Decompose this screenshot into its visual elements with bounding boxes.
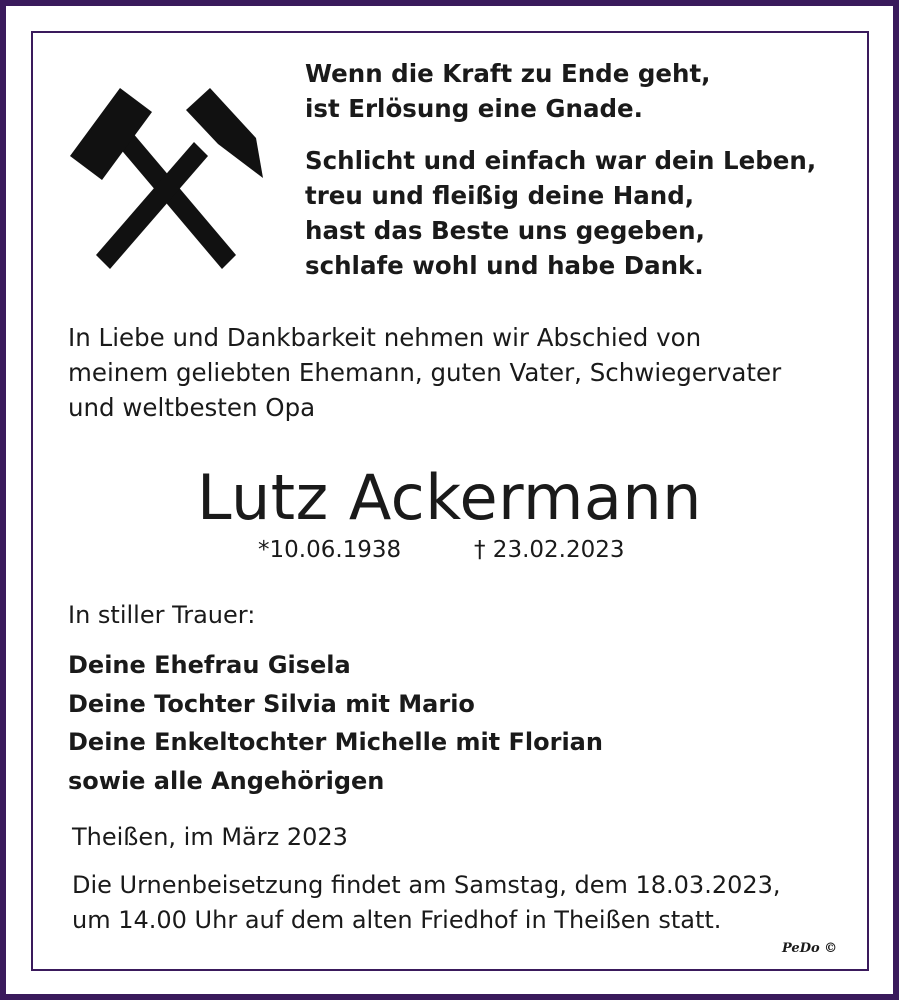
place-date: Theißen, im März 2023	[72, 823, 348, 851]
verse-line: hast das Beste uns gegeben,	[305, 216, 705, 245]
intro-text	[68, 320, 781, 425]
designer-signature: PeDo ©	[782, 941, 838, 956]
verse-line: Schlicht und einfach war dein Leben,	[305, 146, 817, 175]
intro-line: In Liebe und Dankbarkeit nehmen wir Abschied von	[68, 323, 702, 352]
burial-notice	[72, 868, 781, 938]
burial-line: um 14.00 Uhr auf dem alten Friedhof in Theißen statt.	[72, 906, 722, 934]
mourning-heading: In stiller Trauer:	[68, 601, 256, 629]
hammer-and-pick-icon	[66, 80, 266, 270]
intro-line: und weltbesten Opa	[68, 393, 316, 422]
hammer-handle	[118, 132, 236, 269]
verse-stanza-1	[305, 56, 710, 126]
verse-line: schlafe wohl und habe Dank.	[305, 251, 704, 280]
mourner-entry: Deine Ehefrau Gisela	[68, 651, 351, 679]
deceased-name: Lutz Ackermann	[197, 461, 702, 534]
burial-line: Die Urnenbeisetzung findet am Samstag, dem 18.03.2023,	[72, 871, 781, 899]
verse-line: Wenn die Kraft zu Ende geht,	[305, 59, 711, 88]
mourner-entry: Deine Tochter Silvia mit Mario	[68, 689, 475, 718]
death-date: † 23.02.2023	[474, 537, 625, 563]
mourner-entry: Deine Enkeltochter Michelle mit Florian	[68, 728, 603, 756]
mourners-list	[68, 646, 603, 800]
mourner-entry: sowie alle Angehörigen	[68, 766, 385, 795]
verse-line: treu und fleißig deine Hand,	[305, 181, 695, 210]
verse-stanza-2	[305, 143, 816, 283]
intro-line: meinem geliebten Ehemann, guten Vater, Schwiegervater	[68, 358, 782, 387]
verse-line: ist Erlösung eine Gnade.	[305, 94, 643, 123]
birth-date: *10.06.1938	[258, 537, 402, 563]
